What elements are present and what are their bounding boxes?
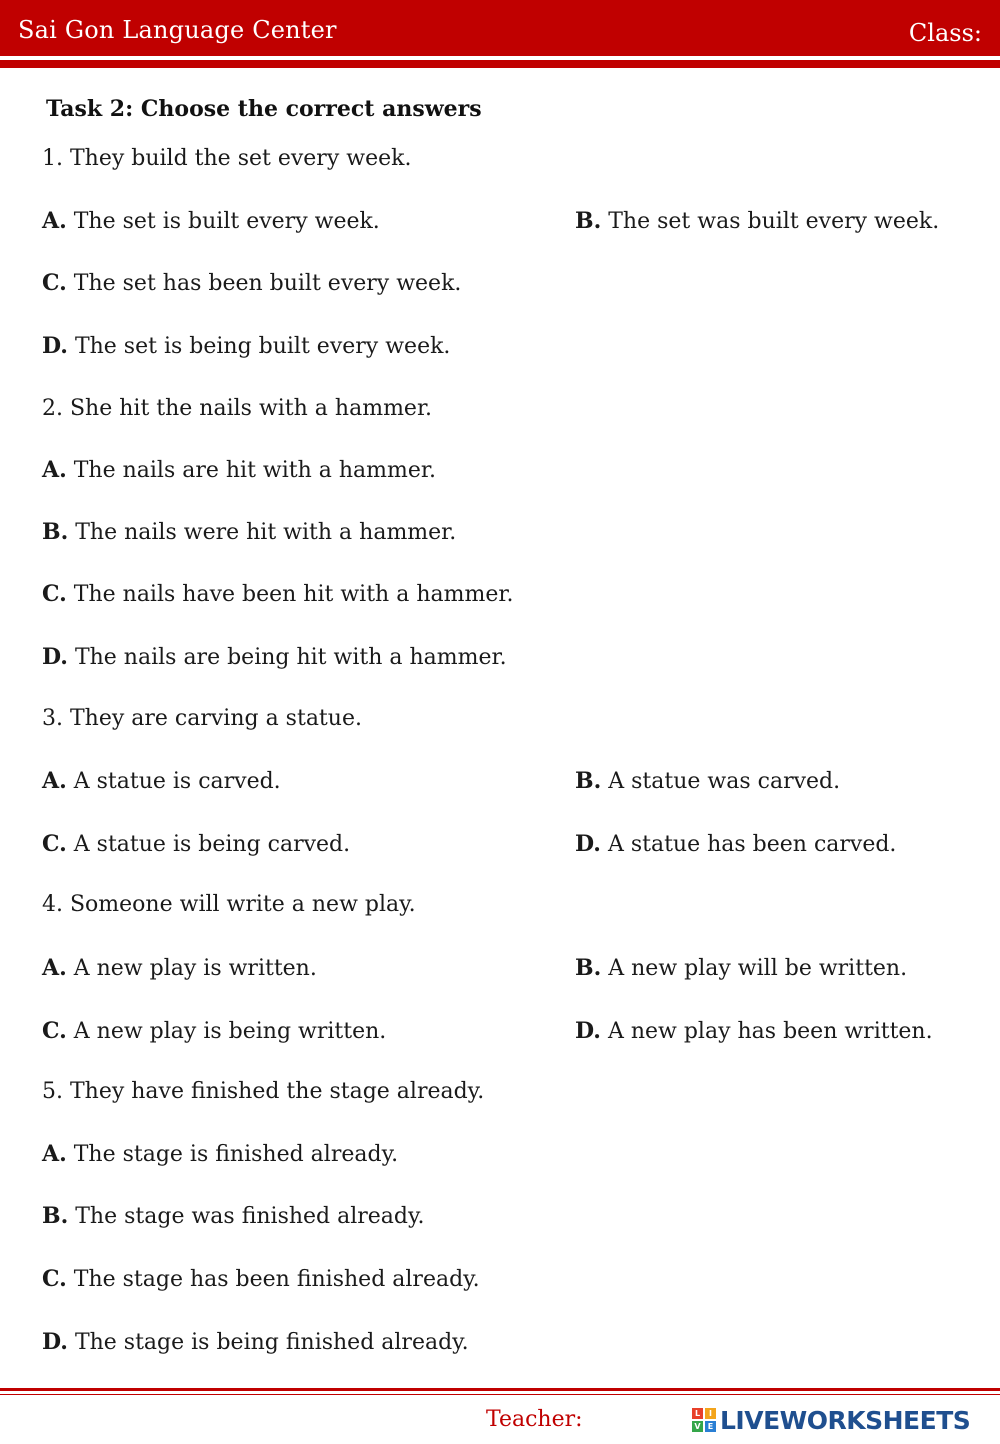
- question-2: 2. She hit the nails with a hammer.: [42, 396, 433, 421]
- option-letter: B.: [575, 768, 602, 794]
- option-letter: C.: [42, 1266, 67, 1292]
- option-text: A new play is written.: [66, 956, 317, 981]
- q2-option-c[interactable]: [42, 581, 513, 607]
- option-letter: A.: [42, 208, 67, 234]
- question-4: 4. Someone will write a new play.: [42, 892, 416, 917]
- option-letter: B.: [575, 208, 602, 234]
- option-text: A statue is carved.: [66, 769, 281, 794]
- option-text: A new play has been written.: [600, 1019, 933, 1044]
- teacher-label: Teacher:: [486, 1407, 583, 1432]
- option-text: A new play will be written.: [601, 956, 908, 981]
- option-letter: D.: [575, 831, 601, 857]
- question-3: 3. They are carving a statue.: [42, 706, 362, 731]
- q3-option-d[interactable]: [575, 831, 896, 857]
- option-letter: D.: [42, 644, 68, 670]
- logo-icon-letter: L: [692, 1408, 703, 1419]
- q1-option-d[interactable]: [42, 333, 450, 359]
- class-label: Class:: [908, 19, 982, 47]
- q3-option-a[interactable]: [42, 768, 281, 794]
- option-letter: D.: [575, 1018, 601, 1044]
- task-title: Task 2: Choose the correct answers: [46, 96, 482, 122]
- logo-text: LIVEWORKSHEETS: [720, 1405, 971, 1435]
- q5-option-d[interactable]: [42, 1329, 469, 1355]
- option-letter: A.: [42, 955, 67, 981]
- option-text: The stage was finished already.: [68, 1204, 425, 1229]
- footer-divider: [0, 1388, 1000, 1391]
- option-letter: B.: [42, 519, 69, 545]
- question-1: 1. They build the set every week.: [42, 146, 412, 171]
- q5-option-b[interactable]: [42, 1203, 425, 1229]
- q2-option-b[interactable]: [42, 519, 456, 545]
- liveworksheets-logo-icon: [692, 1408, 716, 1432]
- option-text: A statue is being carved.: [66, 832, 351, 857]
- option-text: The stage has been finished already.: [66, 1267, 480, 1292]
- option-letter: C.: [42, 831, 67, 857]
- logo-icon-letter: E: [705, 1421, 716, 1432]
- header-divider: [0, 60, 1000, 68]
- q3-option-b[interactable]: [575, 768, 840, 794]
- q4-option-c[interactable]: [42, 1018, 386, 1044]
- q4-option-a[interactable]: [42, 955, 317, 981]
- option-letter: D.: [42, 333, 68, 359]
- option-letter: C.: [42, 581, 67, 607]
- option-text: A statue has been carved.: [600, 832, 897, 857]
- q3-option-c[interactable]: [42, 831, 350, 857]
- option-text: The nails are being hit with a hammer.: [67, 645, 507, 670]
- q1-option-b[interactable]: [575, 208, 939, 234]
- option-text: The set has been built every week.: [66, 271, 462, 296]
- option-text: The set is built every week.: [66, 209, 380, 234]
- option-text: The stage is being finished already.: [67, 1330, 469, 1355]
- option-text: The stage is finished already.: [66, 1142, 399, 1167]
- option-letter: C.: [42, 1018, 67, 1044]
- q4-option-d[interactable]: [575, 1018, 933, 1044]
- option-text: The nails are hit with a hammer.: [66, 458, 437, 483]
- center-name: Sai Gon Language Center: [18, 16, 337, 44]
- option-text: A statue was carved.: [601, 769, 841, 794]
- q1-option-a[interactable]: [42, 208, 380, 234]
- logo-icon-letter: V: [692, 1421, 703, 1432]
- option-letter: A.: [42, 768, 67, 794]
- option-letter: A.: [42, 457, 67, 483]
- q5-option-a[interactable]: [42, 1141, 398, 1167]
- liveworksheets-logo[interactable]: [692, 1404, 970, 1436]
- question-5: 5. They have finished the stage already.: [42, 1079, 485, 1104]
- logo-icon-letter: I: [705, 1408, 716, 1419]
- option-text: The set was built every week.: [601, 209, 940, 234]
- option-letter: C.: [42, 270, 67, 296]
- q2-option-d[interactable]: [42, 644, 507, 670]
- option-letter: B.: [575, 955, 602, 981]
- option-text: The set is being built every week.: [67, 334, 451, 359]
- option-text: The nails have been hit with a hammer.: [66, 582, 514, 607]
- footer-divider-thin: [0, 1394, 1000, 1395]
- option-text: The nails were hit with a hammer.: [68, 520, 457, 545]
- q1-option-c[interactable]: [42, 270, 461, 296]
- option-letter: A.: [42, 1141, 67, 1167]
- q4-option-b[interactable]: [575, 955, 907, 981]
- q2-option-a[interactable]: [42, 457, 436, 483]
- option-text: A new play is being written.: [66, 1019, 387, 1044]
- header-bar: [0, 0, 1000, 56]
- q5-option-c[interactable]: [42, 1266, 480, 1292]
- option-letter: D.: [42, 1329, 68, 1355]
- option-letter: B.: [42, 1203, 69, 1229]
